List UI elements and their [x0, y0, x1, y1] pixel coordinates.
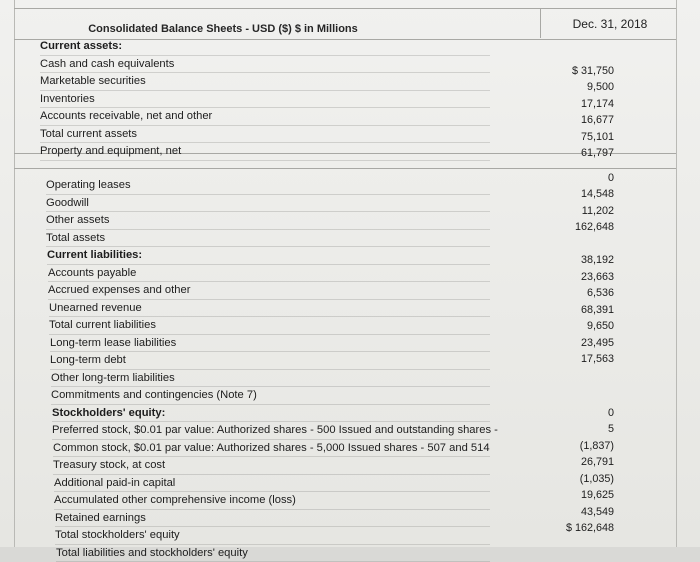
row-label: Current assets: — [40, 38, 490, 56]
row-value: 6,536 — [548, 285, 614, 302]
row-value: $ 162,648 — [548, 520, 614, 537]
row-value: 162,648 — [548, 219, 614, 236]
row-spacer — [40, 161, 490, 178]
row-label: Goodwill — [46, 195, 490, 213]
row-label: Inventories — [40, 91, 490, 109]
row-label: Total current liabilities — [49, 317, 490, 335]
row-value: 75,101 — [548, 129, 614, 146]
row-values — [548, 38, 614, 537]
row-label: Treasury stock, at cost — [53, 457, 490, 475]
table-title: Consolidated Balance Sheets - USD ($) $ in Millions — [14, 23, 432, 35]
row-label: Accounts payable — [48, 265, 490, 283]
row-label: Cash and cash equivalents — [40, 56, 490, 74]
row-value — [548, 236, 614, 253]
row-value: 23,495 — [548, 335, 614, 352]
row-label: Commitments and contingencies (Note 7) — [51, 387, 490, 405]
row-label: Accounts receivable, net and other — [40, 108, 490, 126]
row-label: Long-term lease liabilities — [50, 335, 490, 353]
row-label: Stockholders' equity: — [52, 405, 490, 423]
row-label: Retained earnings — [55, 510, 490, 528]
row-spacer — [548, 162, 614, 170]
row-label: Unearned revenue — [49, 300, 490, 318]
row-label: Property and equipment, net — [40, 143, 490, 161]
row-label: Current liabilities: — [47, 247, 490, 265]
row-value: 17,174 — [548, 96, 614, 113]
row-value: 26,791 — [548, 454, 614, 471]
row-label: Total current assets — [40, 126, 490, 144]
row-label: Operating leases — [46, 177, 490, 195]
row-value: 9,500 — [548, 79, 614, 96]
row-label: Other assets — [46, 212, 490, 230]
row-label: Accrued expenses and other — [48, 282, 490, 300]
row-label: Marketable securities — [40, 73, 490, 91]
row-value: (1,035) — [548, 471, 614, 488]
row-value — [548, 368, 614, 385]
row-value: 61,797 — [548, 145, 614, 162]
row-label: Additional paid-in capital — [54, 475, 490, 493]
row-value: 23,663 — [548, 269, 614, 286]
row-label: Total stockholders' equity — [55, 527, 490, 545]
row-label: Long-term debt — [50, 352, 490, 370]
row-label: Accumulated other comprehensive income (loss) — [54, 492, 490, 510]
row-value: (1,837) — [548, 438, 614, 455]
grid-line — [14, 0, 15, 547]
row-value: 17,563 — [548, 351, 614, 368]
row-value: 43,549 — [548, 504, 614, 521]
row-value — [548, 384, 614, 401]
row-value: 16,677 — [548, 112, 614, 129]
row-label: Other long-term liabilities — [51, 370, 490, 388]
column-header-date: Dec. 31, 2018 — [540, 8, 679, 38]
row-value: 0 — [548, 405, 614, 422]
row-value: 0 — [548, 170, 614, 187]
row-value: 68,391 — [548, 302, 614, 319]
row-label: Total liabilities and stockholders' equity — [56, 545, 490, 562]
row-label: Total assets — [46, 230, 490, 248]
grid-line — [676, 0, 677, 547]
row-labels — [40, 38, 490, 562]
row-value: 19,625 — [548, 487, 614, 504]
row-label: Common stock, $0.01 par value: Authorized shares - 5,000 Issued shares - 507 and 514 — [53, 440, 490, 458]
row-value: 5 — [548, 421, 614, 438]
row-value: 14,548 — [548, 186, 614, 203]
row-value: $ 31,750 — [548, 63, 614, 80]
row-value — [548, 38, 614, 55]
row-value: 38,192 — [548, 252, 614, 269]
row-label: Preferred stock, $0.01 par value: Authorized shares - 500 Issued and outstanding shares - — [52, 422, 490, 440]
row-value: 9,650 — [548, 318, 614, 335]
row-value: 11,202 — [548, 203, 614, 220]
